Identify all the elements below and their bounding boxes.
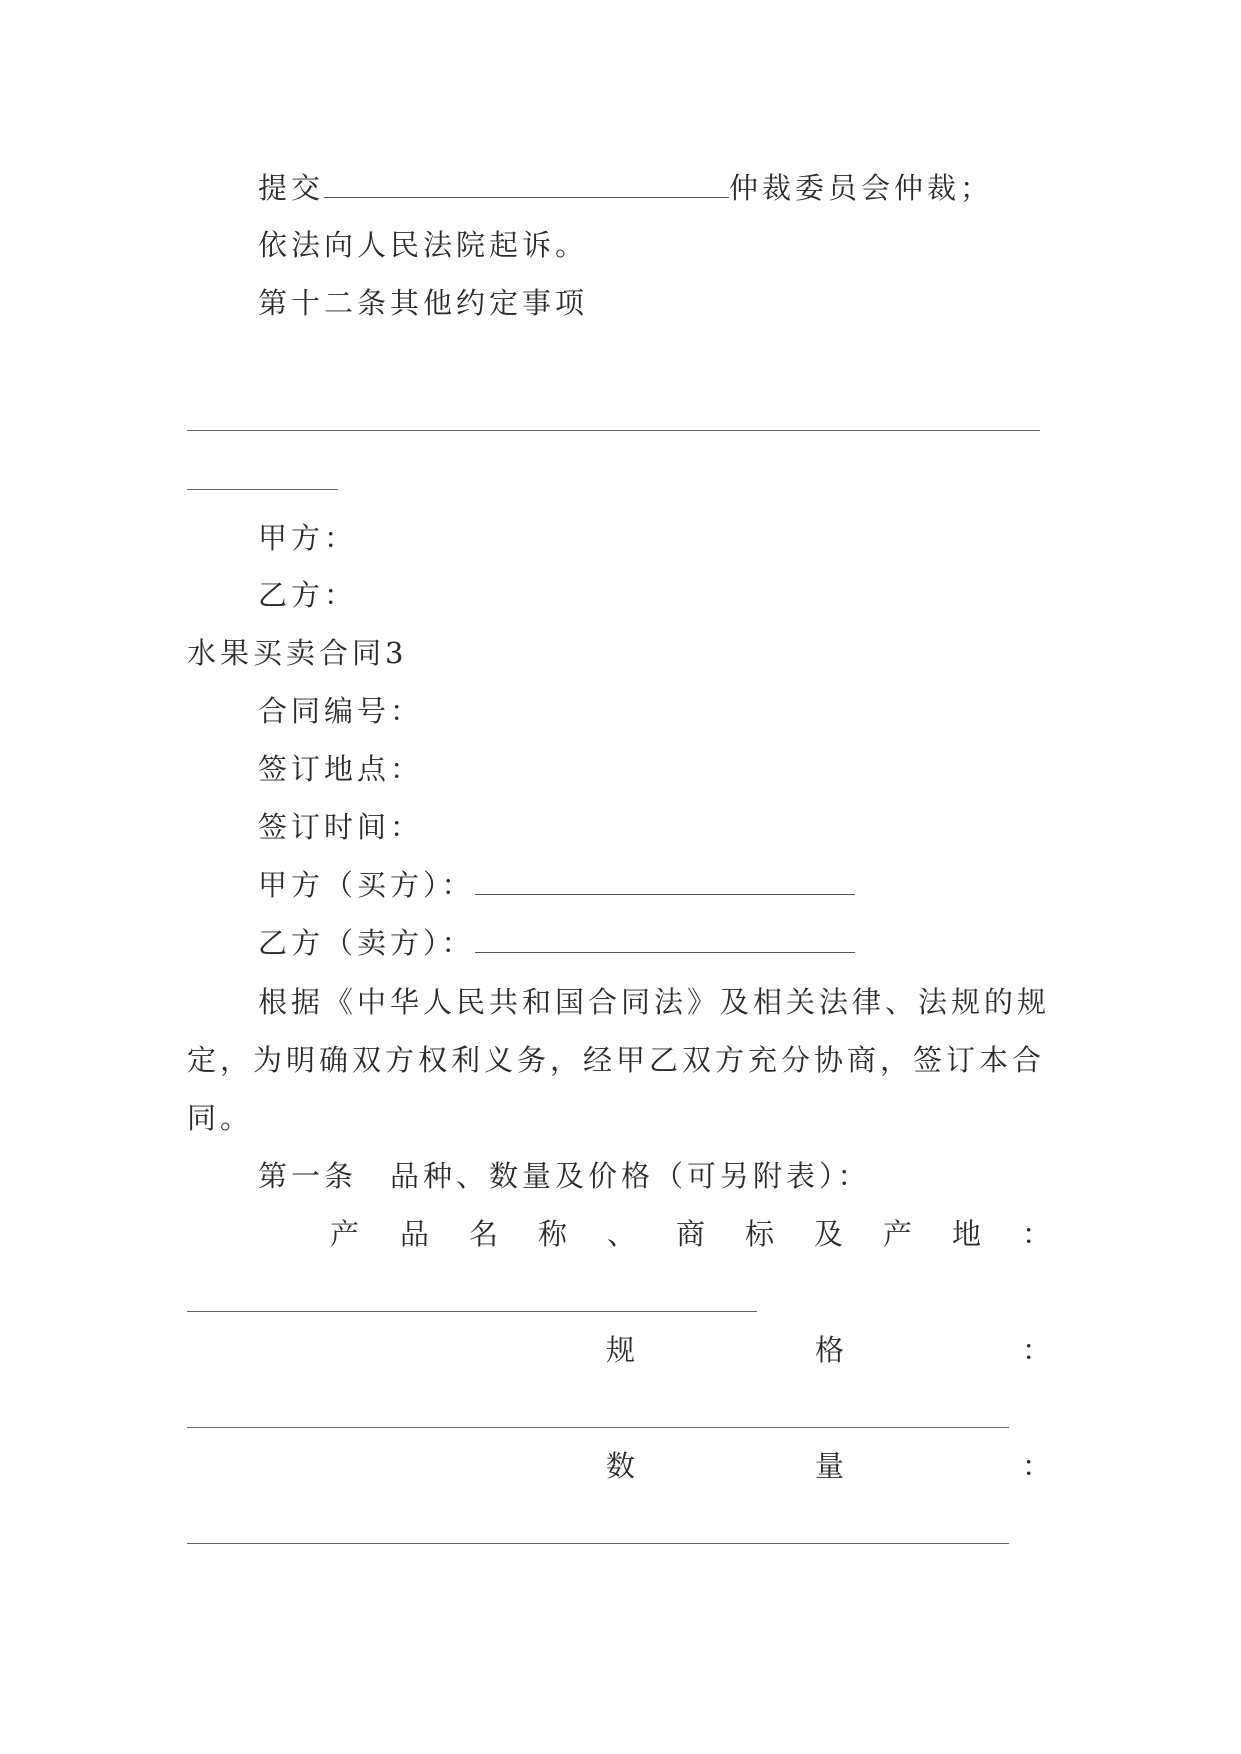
other-matters-blank-line-1[interactable] bbox=[187, 430, 1040, 431]
product-char-10: 地 bbox=[952, 1217, 982, 1251]
spec-char-1: 规 bbox=[606, 1333, 636, 1367]
article-12-heading: 第十二条其他约定事项 bbox=[258, 286, 589, 320]
product-name-blank-line[interactable] bbox=[187, 1311, 757, 1312]
party-b-label: 乙方： bbox=[258, 578, 358, 612]
buyer-label: 甲方（买方）： bbox=[258, 868, 475, 902]
submit-prefix: 提交 bbox=[258, 171, 325, 205]
article-1-heading: 第一条 品种、数量及价格（可另附表）： bbox=[258, 1159, 871, 1193]
contract-number-label: 合同编号： bbox=[258, 694, 424, 728]
product-char-9: 产 bbox=[883, 1217, 913, 1251]
contract-title: 水果买卖合同3 bbox=[187, 636, 408, 670]
signing-place-label: 签订地点： bbox=[258, 752, 424, 786]
product-char-7: 标 bbox=[745, 1217, 775, 1251]
spec-char-3: ： bbox=[1022, 1333, 1052, 1367]
seller-line bbox=[258, 923, 855, 963]
product-char-6: 商 bbox=[676, 1217, 706, 1251]
product-char-5: 、 bbox=[607, 1217, 637, 1251]
product-char-11: ： bbox=[1022, 1217, 1052, 1251]
buyer-line bbox=[258, 865, 855, 905]
quantity-char-3: ： bbox=[1022, 1449, 1052, 1483]
arbitration-committee-blank[interactable] bbox=[324, 173, 729, 198]
product-char-3: 名 bbox=[469, 1217, 499, 1251]
preamble-line-3: 同。 bbox=[187, 1101, 254, 1135]
product-char-1: 产 bbox=[330, 1217, 360, 1251]
quantity-blank-line[interactable] bbox=[187, 1543, 1009, 1544]
preamble-line-1: 根据《中华人民共和国合同法》及相关法律、法规的规 bbox=[258, 985, 1051, 1019]
spec-blank-line[interactable] bbox=[187, 1427, 1009, 1428]
buyer-blank[interactable] bbox=[475, 870, 855, 895]
seller-blank[interactable] bbox=[475, 928, 855, 953]
product-char-2: 品 bbox=[400, 1217, 430, 1251]
signing-time-label: 签订时间： bbox=[258, 810, 424, 844]
court-clause: 依法向人民法院起诉。 bbox=[258, 228, 589, 262]
other-matters-blank-line-2[interactable] bbox=[187, 489, 338, 490]
quantity-char-2: 量 bbox=[815, 1449, 845, 1483]
seller-label: 乙方（卖方）： bbox=[258, 926, 475, 960]
party-a-label: 甲方： bbox=[258, 521, 358, 555]
submit-suffix: 仲裁委员会仲裁； bbox=[729, 171, 994, 205]
spec-char-2: 格 bbox=[815, 1333, 845, 1367]
quantity-char-1: 数 bbox=[606, 1449, 636, 1483]
product-char-4: 称 bbox=[538, 1217, 568, 1251]
product-char-8: 及 bbox=[814, 1217, 844, 1251]
preamble-line-2: 定，为明确双方权利义务，经甲乙双方充分协商，签订本合 bbox=[187, 1043, 1046, 1077]
submit-arbitration-line bbox=[258, 168, 993, 208]
